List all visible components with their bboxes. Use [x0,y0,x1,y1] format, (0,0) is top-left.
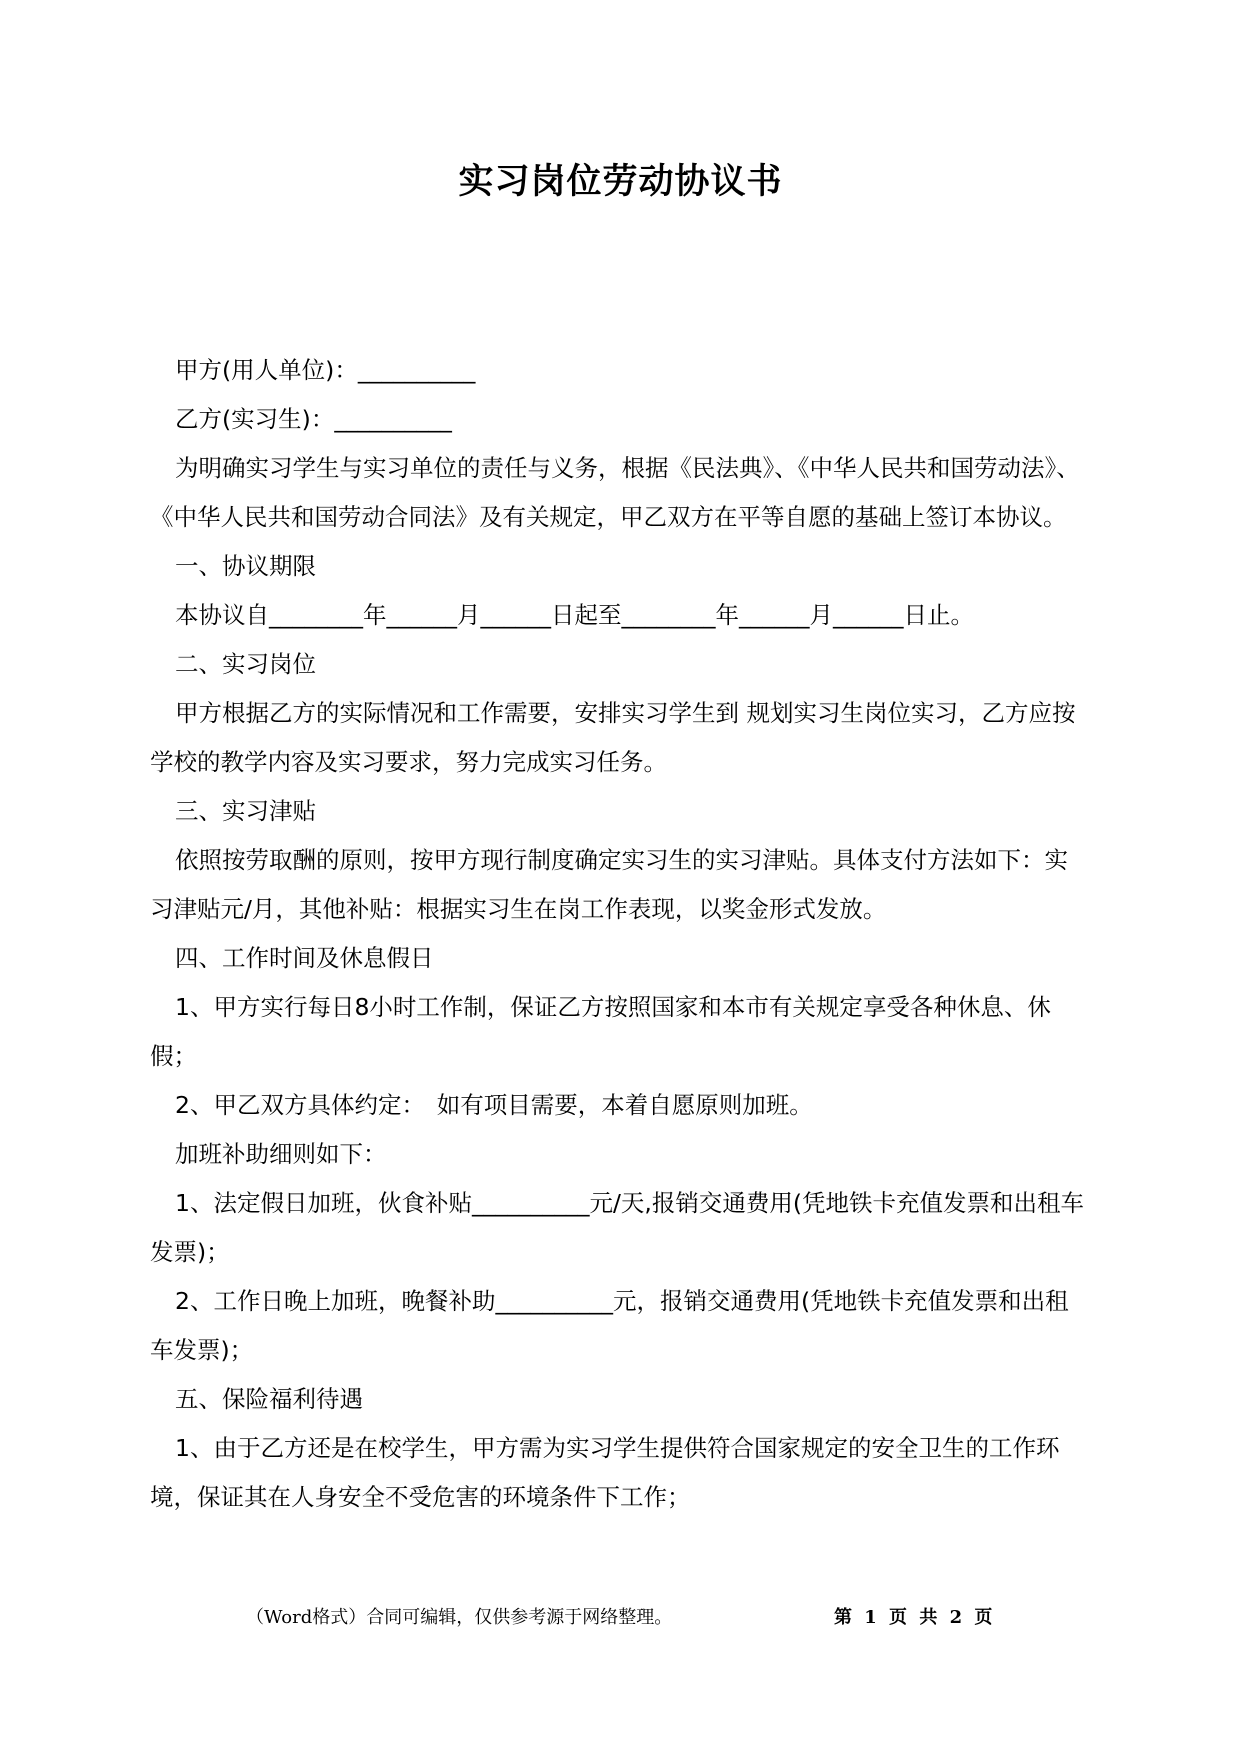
allowance-paragraph: 依照按劳取酬的原则，按甲方现行制度确定实习生的实习津贴。具体支付方法如下：实习津贴元/月，其他补贴：根据实习生在岗工作表现，以奖金形式发放。 [150,846,1068,923]
document-title: 实习岗位劳动协议书 [458,162,783,202]
section-heading-term: 一、协议期限 [175,552,316,580]
work-hours-item-1: 1、甲方实行每日8小时工作制，保证乙方按照国家和本市有关规定享受各种休息、休假； [150,993,1051,1070]
preamble-paragraph: 为明确实习学生与实习单位的责任与义务，根据《民法典》、《中华人民共和国劳动法》、《中华人民共和国劳动合同法》及有关规定，甲乙双方在平等自愿的基础上签订本协议。 [150,454,1080,531]
party-a-line: 甲方(用人单位)：__________ [175,356,476,384]
section-heading-position: 二、实习岗位 [175,650,316,678]
section-heading-allowance: 三、实习津贴 [175,797,316,825]
overtime-item-1: 1、法定假日加班，伙食补贴__________元/天,报销交通费用(凭地铁卡充值发票和出租车发票)； [150,1189,1085,1266]
term-paragraph: 本协议自________年______月______日起至________年______月______日止。 [175,601,974,629]
section-heading-insurance: 五、保险福利待遇 [175,1385,363,1413]
insurance-item-1: 1、由于乙方还是在校学生，甲方需为实习学生提供符合国家规定的安全卫生的工作环境，保证其在人身安全不受危害的环境条件下工作； [150,1434,1060,1511]
section-heading-work-hours: 四、工作时间及休息假日 [175,944,434,972]
party-b-line: 乙方(实习生)：__________ [175,405,452,433]
work-hours-item-2: 2、甲乙双方具体约定： 如有项目需要，本着自愿原则加班。 [175,1091,813,1119]
overtime-item-2: 2、工作日晚上加班，晚餐补助__________元，报销交通费用(凭地铁卡充值发票和出租车发票)； [150,1287,1069,1364]
footer-page-number: 第 1 页 共 2 页 [834,1607,993,1628]
document-body [150,346,1090,1522]
footer-note: （Word格式）合同可编辑，仅供参考源于网络整理。 [246,1607,673,1628]
position-paragraph: 甲方根据乙方的实际情况和工作需要，安排实习学生到 规划实习生岗位实习，乙方应按学校的教学内容及实习要求，努力完成实习任务。 [150,699,1076,776]
overtime-heading: 加班补助细则如下： [175,1140,387,1168]
